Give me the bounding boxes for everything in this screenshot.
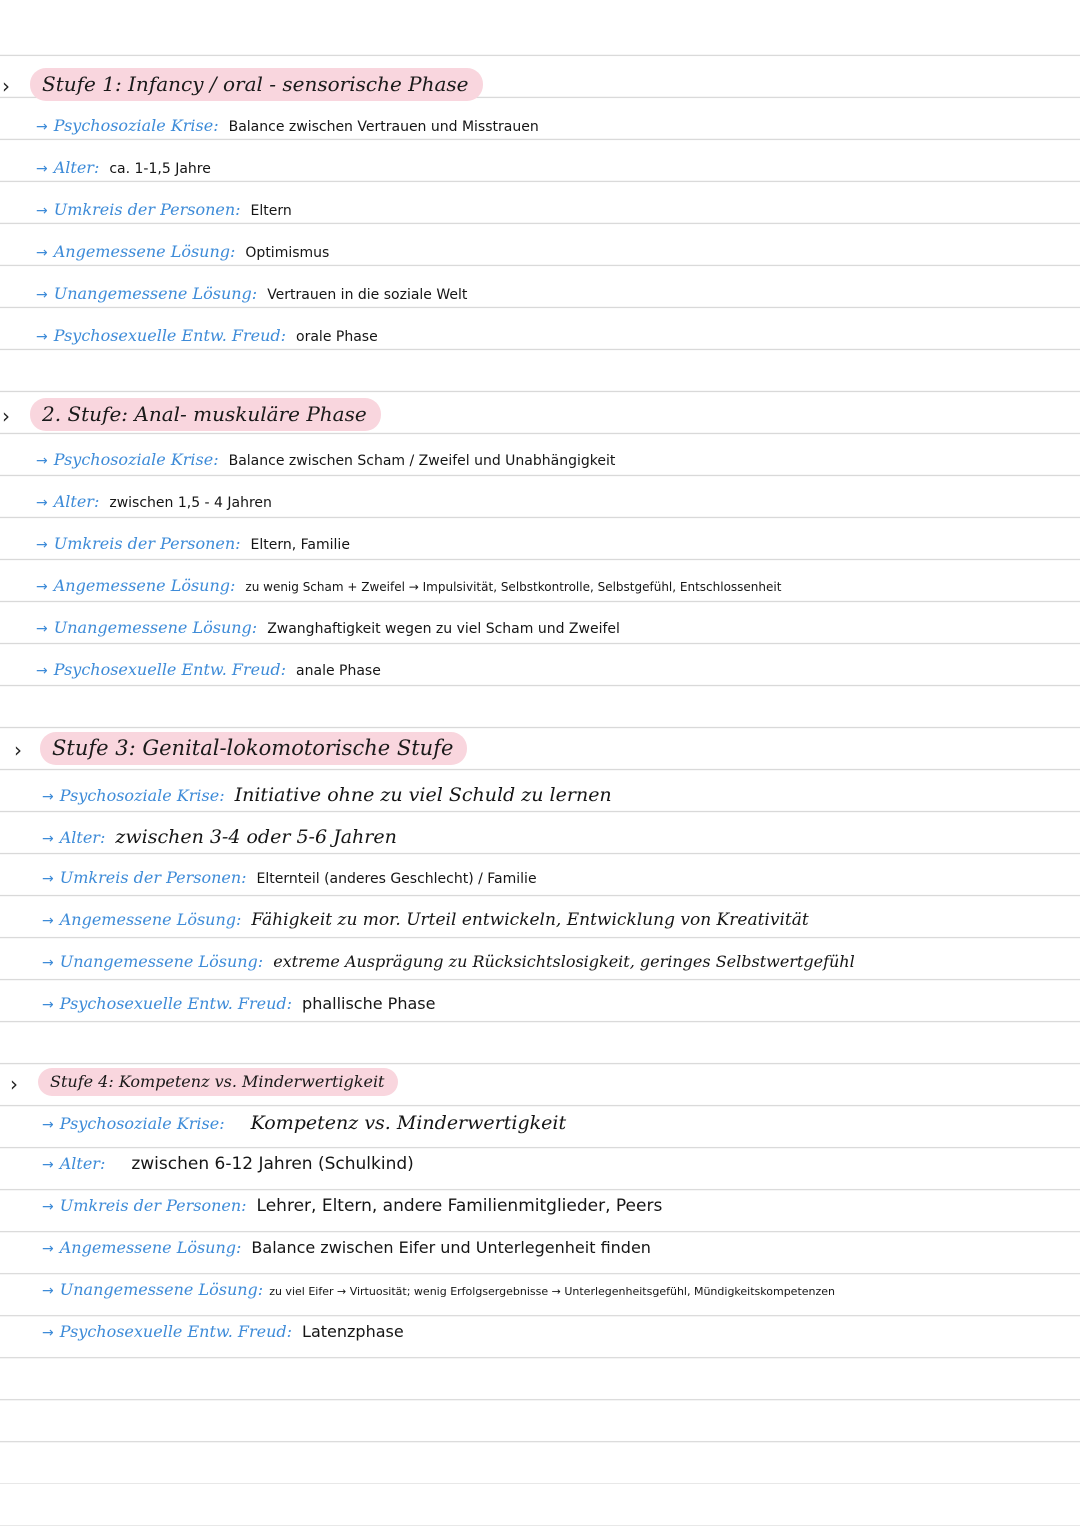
arrow-right-icon: → (42, 1325, 54, 1341)
chevron-right-icon: › (10, 1072, 18, 1096)
list-item: → Psychosexuelle Entw. Freud: phallische Phase (42, 994, 436, 1013)
arrow-right-icon: → (36, 329, 48, 345)
stage-title: Stufe 4: Kompetenz vs. Minderwertigkeit (38, 1068, 398, 1096)
list-item: → Alter: zwischen 6-12 Jahren (Schulkind) (42, 1154, 414, 1174)
list-item: → Psychosexuelle Entw. Freud: Latenzphase (42, 1322, 404, 1341)
list-item: → Psychosoziale Krise: Initiative ohne zu viel Schuld zu lernen (42, 784, 612, 806)
list-item: → Umkreis der Personen: Lehrer, Eltern, andere Familienmitglieder, Peers (42, 1196, 663, 1216)
list-item: → Alter: zwischen 1,5 - 4 Jahren (36, 492, 272, 511)
stage-title: Stufe 3: Genital-lokomotorische Stufe (40, 732, 467, 765)
list-item: → Angemessene Lösung: Optimismus (36, 242, 330, 261)
arrow-right-icon: → (36, 663, 48, 679)
chevron-right-icon: › (2, 74, 10, 98)
list-item: → Psychosexuelle Entw. Freud: orale Phase (36, 326, 378, 345)
arrow-right-icon: → (42, 1117, 54, 1133)
arrow-right-icon: → (36, 119, 48, 135)
arrow-right-icon: → (36, 453, 48, 469)
arrow-right-icon: → (36, 579, 48, 595)
list-item: → Unangemessene Lösung: Zwanghaftigkeit wegen zu viel Scham und Zweifel (36, 618, 620, 637)
arrow-right-icon: → (42, 1283, 54, 1299)
list-item: → Angemessene Lösung: Balance zwischen Eifer und Unterlegenheit finden (42, 1238, 651, 1257)
arrow-right-icon: → (42, 955, 54, 971)
stage-title: Stufe 1: Infancy / oral - sensorische Phase (30, 68, 483, 101)
arrow-right-icon: → (42, 913, 54, 929)
list-item: → Psychosexuelle Entw. Freud: anale Phase (36, 660, 381, 679)
list-item: → Umkreis der Personen: Eltern (36, 200, 292, 219)
arrow-right-icon: → (36, 203, 48, 219)
list-item: → Umkreis der Personen: Eltern, Familie (36, 534, 350, 553)
list-item: → Angemessene Lösung: Fähigkeit zu mor. Urteil entwickeln, Entwicklung von Kreativität (42, 910, 809, 930)
arrow-right-icon: → (36, 161, 48, 177)
chevron-right-icon: › (14, 738, 22, 762)
list-item: → Unangemessene Lösung: Vertrauen in die soziale Welt (36, 284, 468, 303)
list-item: → Umkreis der Personen: Elternteil (anderes Geschlecht) / Familie (42, 868, 537, 887)
arrow-right-icon: → (36, 287, 48, 303)
list-item: → Alter: zwischen 3-4 oder 5-6 Jahren (42, 826, 397, 848)
arrow-right-icon: → (42, 1199, 54, 1215)
arrow-right-icon: → (42, 831, 54, 847)
list-item: → Angemessene Lösung: zu wenig Scham + Zweifel → Impulsivität, Selbstkontrolle, Selbstgefühl, Entschlossenheit (36, 576, 782, 595)
list-item: → Psychosoziale Krise: Balance zwischen Vertrauen und Misstrauen (36, 116, 539, 135)
arrow-right-icon: → (42, 871, 54, 887)
arrow-right-icon: → (36, 495, 48, 511)
stage-title: 2. Stufe: Anal- muskuläre Phase (30, 398, 381, 431)
arrow-right-icon: → (42, 1157, 54, 1173)
arrow-right-icon: → (36, 621, 48, 637)
arrow-right-icon: → (42, 1241, 54, 1257)
arrow-right-icon: → (42, 789, 54, 805)
list-item: → Alter: ca. 1-1,5 Jahre (36, 158, 211, 177)
list-item: → Psychosoziale Krise: Balance zwischen Scham / Zweifel und Unabhängigkeit (36, 450, 616, 469)
arrow-right-icon: → (42, 997, 54, 1013)
arrow-right-icon: → (36, 245, 48, 261)
list-item: → Psychosoziale Krise: Kompetenz vs. Minderwertigkeit (42, 1112, 567, 1134)
chevron-right-icon: › (2, 404, 10, 428)
list-item: → Unangemessene Lösung: zu viel Eifer → Virtuosität; wenig Erfolgsergebnisse → Unterlegenheitsgefühl, Mündigkeitskompetenzen (42, 1280, 836, 1299)
list-item: → Unangemessene Lösung: extreme Ausprägung zu Rücksichtslosigkeit, geringes Selbstwertgefühl (42, 952, 855, 971)
arrow-right-icon: → (36, 537, 48, 553)
